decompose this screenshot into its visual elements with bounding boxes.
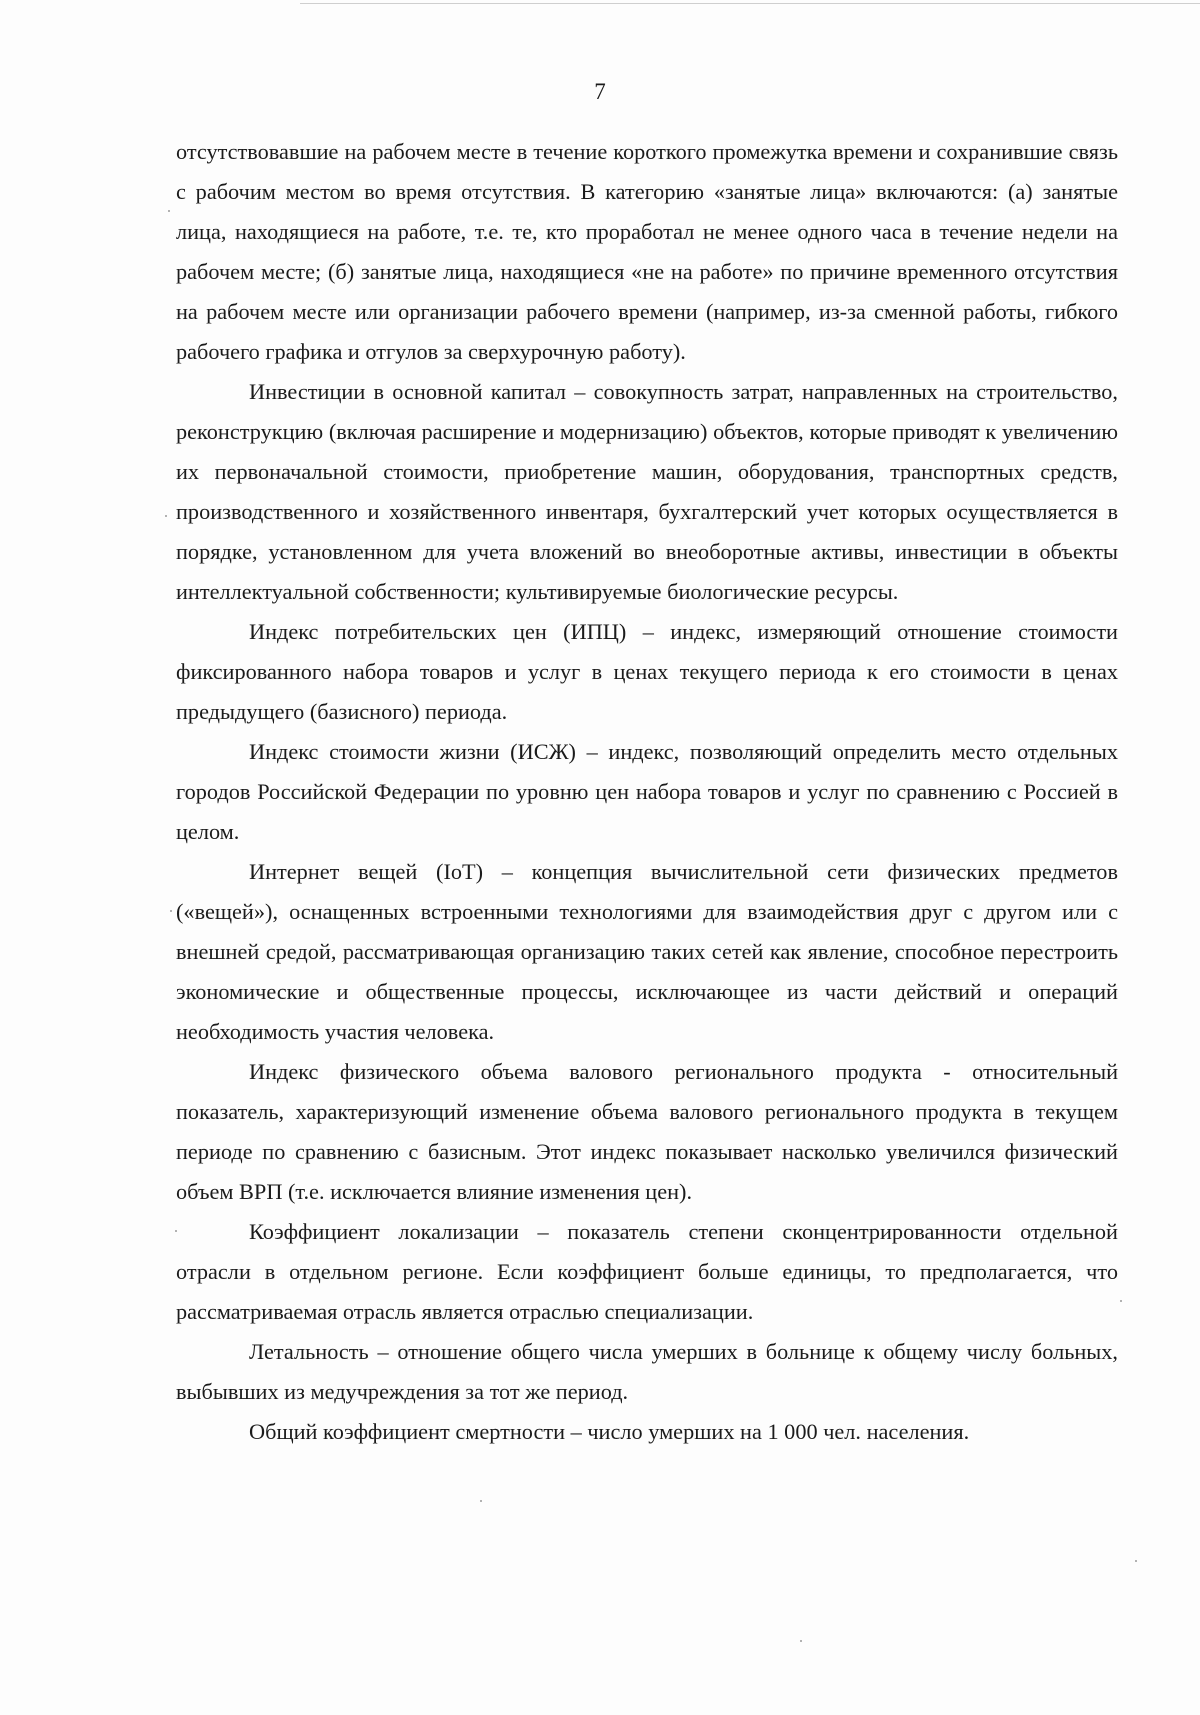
scan-speck <box>170 910 172 912</box>
paragraph-lethality: Летальность – отношение общего числа умерших в больнице к общему числу больных, выбывших из медучреждения за тот же период. <box>176 1339 1118 1404</box>
scan-speck <box>480 1500 482 1502</box>
scan-edge-line <box>300 3 1200 4</box>
paragraph-consumer-price-index: Индекс потребительских цен (ИПЦ) – индекс, измеряющий отношение стоимости фиксированного набора товаров и услуг в ценах текущего периода к его стоимости в ценах предыдущего (базисного) периода. <box>176 619 1118 724</box>
scan-speck <box>165 515 167 517</box>
paragraph-cost-of-living-index: Индекс стоимости жизни (ИСЖ) – индекс, позволяющий определить место отдельных городов Российской Федерации по уровню цен набора товаров и услуг по сравнению с Россией в целом. <box>176 739 1118 844</box>
scan-speck <box>1120 1300 1122 1302</box>
paragraph-fixed-capital-investment: Инвестиции в основной капитал – совокупность затрат, направленных на строительство, реконструкцию (включая расширение и модернизацию) объектов, которые приводят к увеличению их первоначальной стоимости, приобретение машин, оборудования, транспортных средств, производственного и хозяйственного инвентаря, бухгалтерский учет которых осуществляется в порядке, установленном для учета вложений во внеоборотные активы, инвестиции в объекты интеллектуальной собственности; культивируемые биологические ресурсы. <box>176 379 1118 604</box>
body-text <box>176 132 1118 1452</box>
paragraph-localization-coefficient: Коэффициент локализации – показатель степени сконцентрированности отдельной отрасли в отдельном регионе. Если коэффициент больше единицы, то предполагается, что рассматриваемая отрасль является отраслью специализации. <box>176 1219 1118 1324</box>
scan-speck <box>175 1230 177 1232</box>
page-number: 7 <box>594 79 606 104</box>
paragraph-internet-of-things: Интернет вещей (IoT) – концепция вычислительной сети физических предметов («вещей»), оснащенных встроенными технологиями для взаимодействия друг с другом или с внешней средой, рассматривающая организацию таких сетей как явление, способное перестроить экономические и общественные процессы, исключающее из части действий и операций необходимость участия человека. <box>176 859 1118 1044</box>
paragraph-mortality-rate: Общий коэффициент смертности – число умерших на 1 000 чел. населения. <box>249 1419 970 1444</box>
paragraph-grp-volume-index: Индекс физического объема валового регионального продукта - относительный показатель, характеризующий изменение объема валового регионального продукта в текущем периоде по сравнению с базисным. Этот индекс показывает насколько увеличился физический объем ВРП (т.е. исключается влияние изменения цен). <box>176 1059 1118 1204</box>
scan-speck <box>800 1640 802 1642</box>
scan-speck <box>168 210 170 212</box>
paragraph-employed-persons: отсутствовавшие на рабочем месте в течение короткого промежутка времени и сохранившие связь с рабочим местом во время отсутствия. В категорию «занятые лица» включаются: (а) занятые лица, находящиеся на работе, т.е. те, кто проработал не менее одного часа в течение недели на рабочем месте; (б) занятые лица, находящиеся «не на работе» по причине временного отсутствия на рабочем месте или организации рабочего времени (например, из-за сменной работы, гибкого рабочего графика и отгулов за сверхурочную работу). <box>176 139 1118 364</box>
scan-speck <box>1135 1560 1137 1562</box>
